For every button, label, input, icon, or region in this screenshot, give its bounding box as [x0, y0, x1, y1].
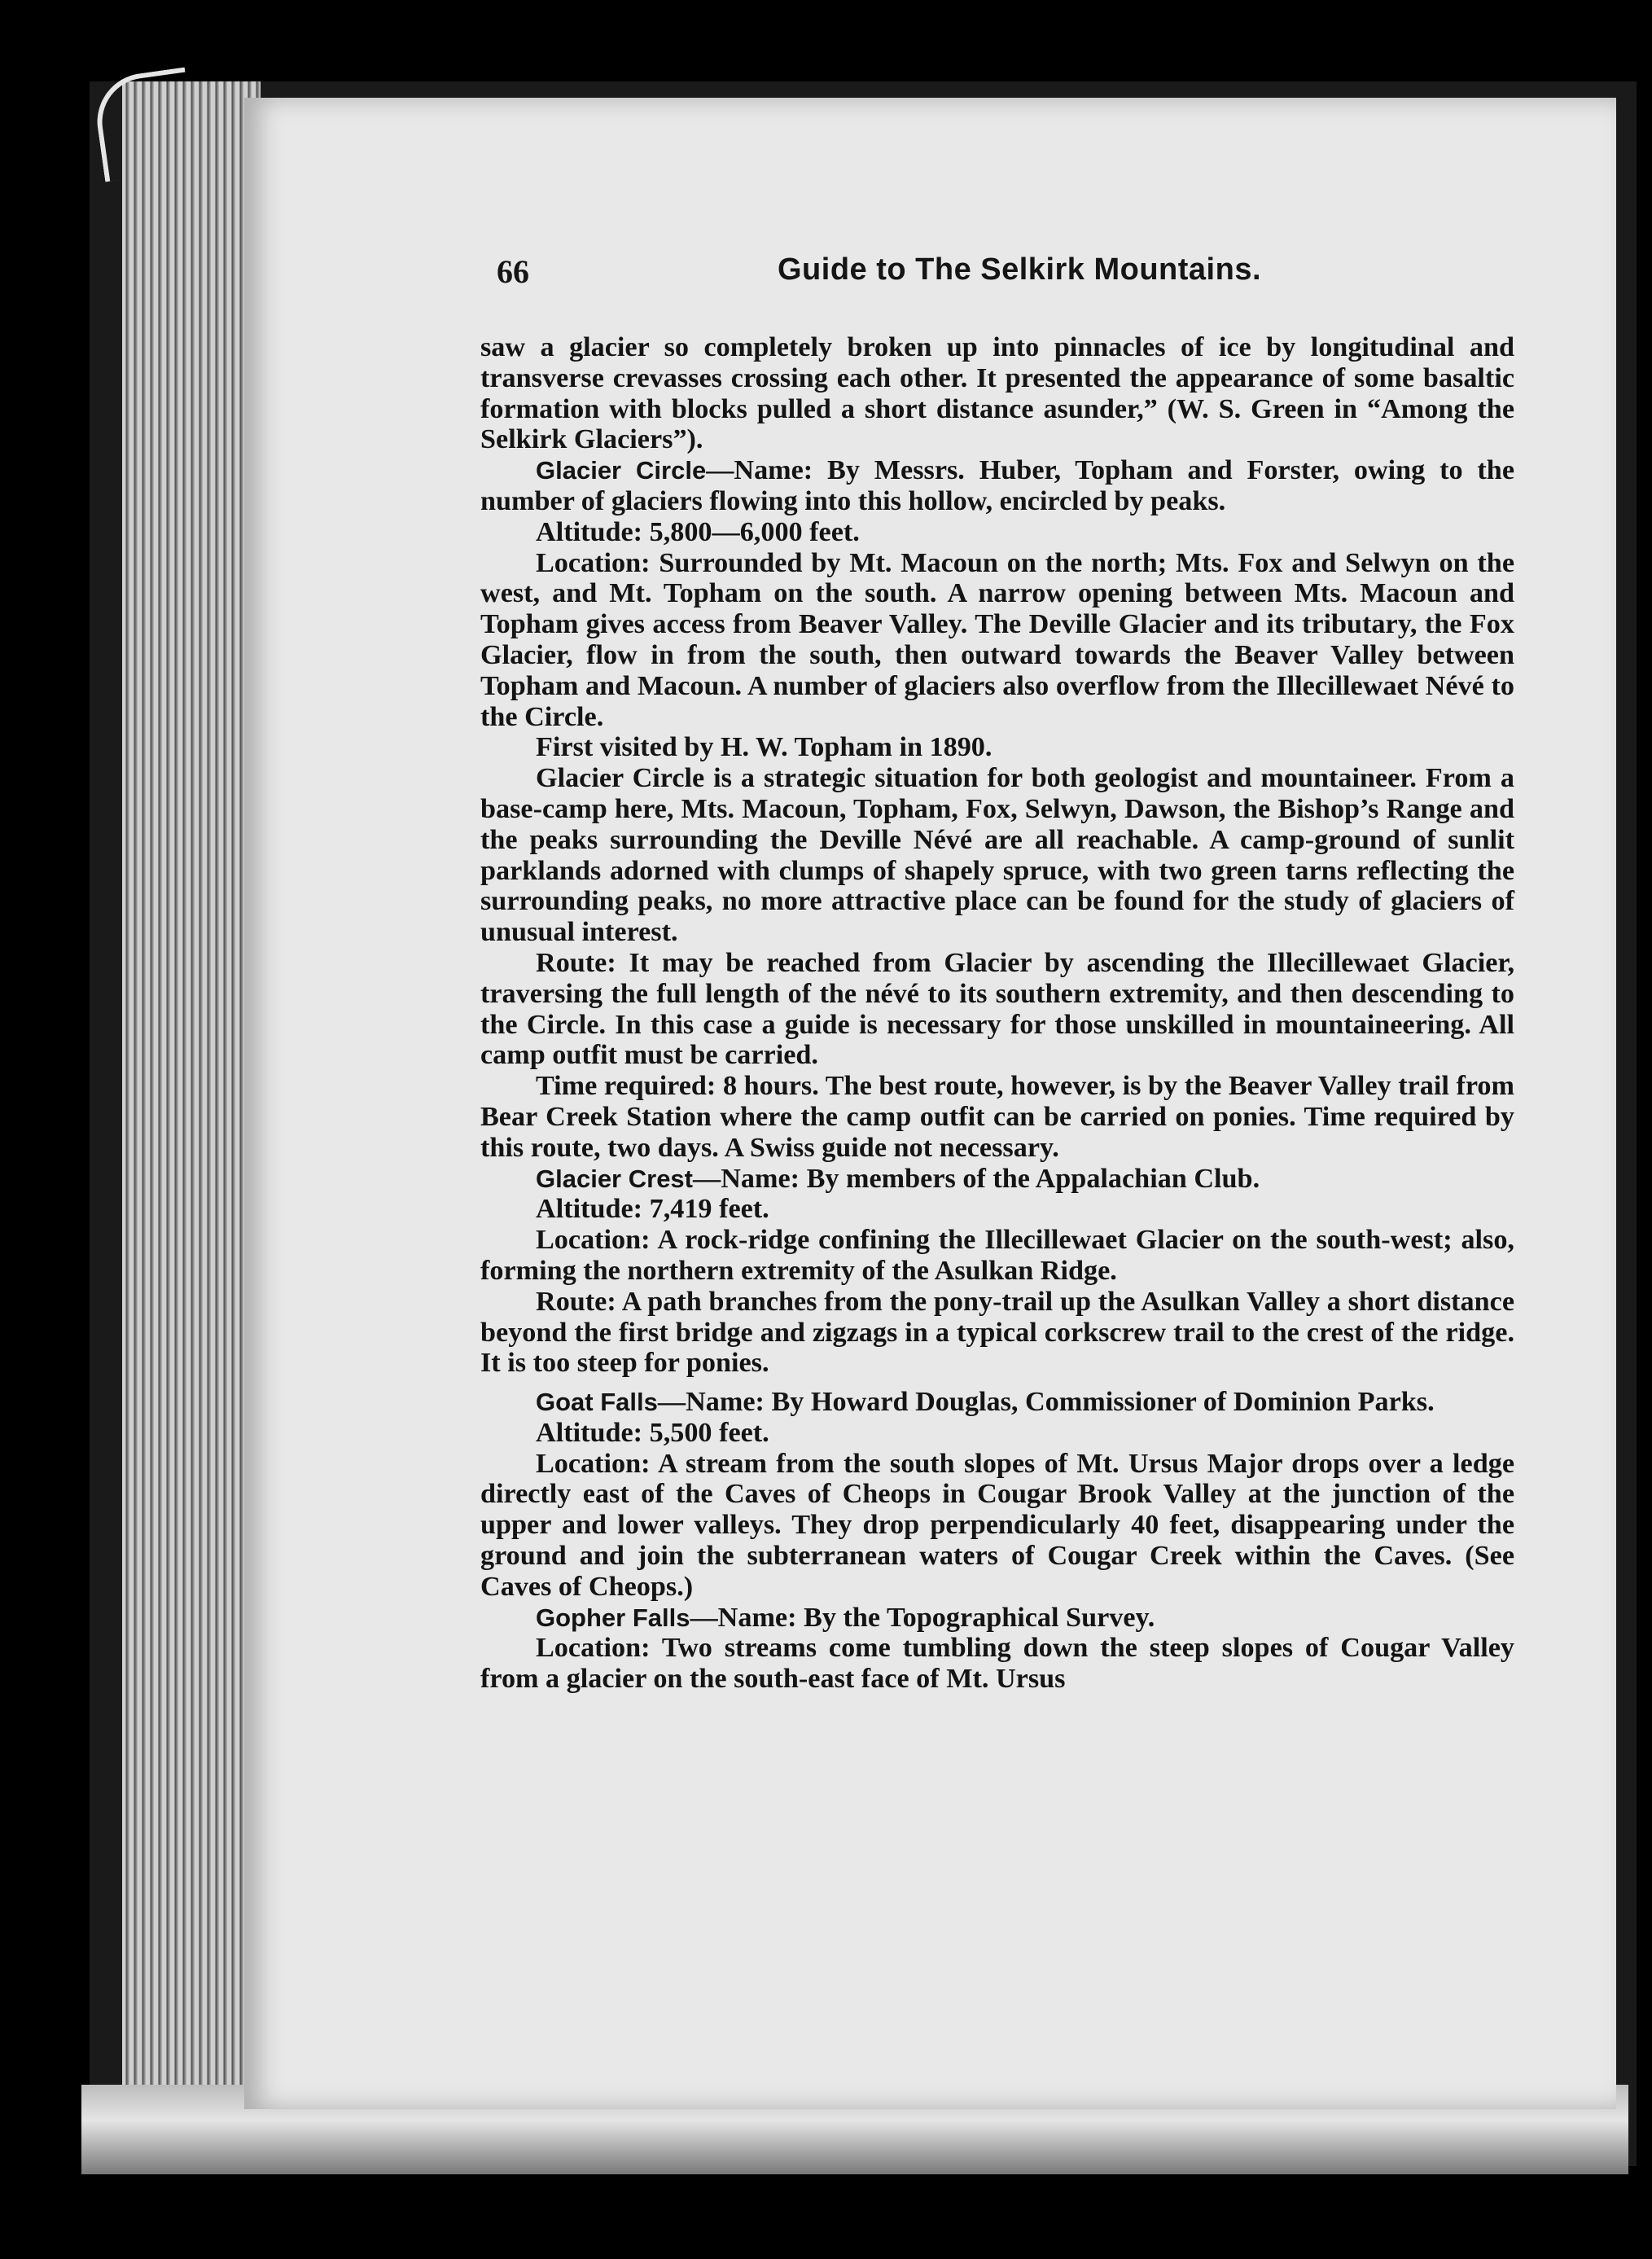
- field-label: —Name:: [706, 455, 813, 486]
- paragraph-text: By Messrs. Huber, Topham and Forster, owing to the number of glaciers flowing into this hollow, encircled by peaks.: [480, 455, 1514, 516]
- paragraph: [480, 1287, 1514, 1379]
- paragraph: [480, 517, 1514, 548]
- field-label: Altitude:: [536, 516, 643, 547]
- paragraph-text: Two streams come tumbling down the steep slopes of Cougar Valley from a glacier on the south-east face of Mt. Ursus: [480, 1633, 1514, 1695]
- paragraph: [480, 1071, 1514, 1163]
- paragraph-text: saw a glacier so completely broken up into pinnacles of ice by longitudinal and transverse crevasses crossing each other. It presented the appearance of some basaltic formation with blocks pulled a short distance asunder,” (W. S. Green in “Among the Selkirk Glaciers”).: [480, 332, 1514, 455]
- paragraph-text: First visited by H. W. Topham in 1890.: [536, 732, 993, 763]
- paragraph-text: A stream from the south slopes of Mt. Ursus Major drops over a ledge directly east of the Caves of Cheops in Cougar Brook Valley at the junction of the upper and lower valleys. They drop perpendicularly 40 feet, disappearing under the ground and join the subterranean waters of Cougar Creek within the Caves. (See Caves of Cheops.): [480, 1448, 1514, 1602]
- paragraph-text: 7,419 feet.: [649, 1194, 769, 1225]
- field-label: Location:: [536, 547, 651, 578]
- field-label: Location:: [536, 1448, 651, 1479]
- paragraph-text: 5,800—6,000 feet.: [649, 516, 860, 547]
- running-title: Guide to The Selkirk Mountains.: [778, 252, 1262, 287]
- paragraph: [480, 332, 1514, 455]
- paragraph-text: By Howard Douglas, Commissioner of Dominion Parks.: [771, 1387, 1435, 1418]
- field-label: Location:: [536, 1633, 651, 1664]
- field-label: —Name:: [657, 1387, 765, 1418]
- page-edges: [122, 81, 261, 2166]
- paragraph: [480, 1225, 1514, 1287]
- paragraph: [480, 1603, 1514, 1634]
- paragraph-text: A path branches from the pony-trail up the Asulkan Valley a short distance beyond the first bridge and zigzags in a typical corkscrew trail to the crest of the ridge. It is too steep for ponies.: [480, 1286, 1514, 1379]
- paragraph-text: By members of the Appalachian Club.: [806, 1163, 1260, 1194]
- paragraph: [480, 1387, 1514, 1418]
- paragraph-text: 8 hours. The best route, however, is by the Beaver Valley trail from Bear Creek Station where the camp outfit can be carried on ponies. Time required by this route, two days. A Swiss guide not necessary.: [480, 1071, 1514, 1163]
- paragraph: [480, 1164, 1514, 1195]
- paragraph-text: Surrounded by Mt. Macoun on the north; Mts. Fox and Selwyn on the west, and Mt. Topham on the south. A narrow opening between Mts. Macoun and Topham gives access from Beaver Valley. The Deville Glacier and its tributary, the Fox Glacier, flow in from the south, then outward towards the Beaver Valley between Topham and Macoun. A number of glaciers also overflow from the Illecillewaet Névé to the Circle.: [480, 547, 1514, 732]
- paragraph: [480, 1418, 1514, 1449]
- paragraph-text: A rock-ridge confining the Illecillewaet Glacier on the south-west; also, forming the northern extremity of the Asulkan Ridge.: [480, 1225, 1514, 1286]
- paragraph: [480, 1194, 1514, 1225]
- page-number: 66: [497, 253, 529, 290]
- field-label: Time required:: [536, 1071, 716, 1102]
- paragraph: [480, 548, 1514, 733]
- paragraph: [480, 763, 1514, 948]
- paragraph: [480, 1633, 1514, 1695]
- paragraph: [480, 732, 1514, 763]
- paragraph-text: 5,500 feet.: [649, 1417, 769, 1448]
- field-label: Altitude:: [536, 1194, 643, 1225]
- entry-heading: Glacier Crest: [536, 1164, 693, 1193]
- paragraph: [480, 455, 1514, 517]
- field-label: —Name:: [693, 1163, 800, 1194]
- field-label: Altitude:: [536, 1417, 643, 1448]
- paragraph: [480, 948, 1514, 1071]
- paragraph-text: It may be reached from Glacier by ascending the Illecillewaet Glacier, traversing the full length of the névé to its southern extremity, and then descending to the Circle. In this case a guide is necessary for those unskilled in mountaineering. All camp outfit must be carried.: [480, 947, 1514, 1071]
- field-label: —Name:: [690, 1602, 797, 1633]
- entry-heading: Goat Falls: [536, 1388, 658, 1417]
- running-head: [497, 252, 1490, 301]
- paragraph: [480, 1449, 1514, 1603]
- entry-heading: Glacier Circle: [536, 456, 707, 485]
- field-label: Route:: [536, 947, 616, 978]
- field-label: Route:: [536, 1286, 616, 1317]
- entry-heading: Gopher Falls: [536, 1603, 690, 1632]
- body-text: [480, 332, 1514, 1695]
- field-label: Location:: [536, 1225, 651, 1256]
- paragraph-text: By the Topographical Survey.: [804, 1602, 1155, 1633]
- paragraph-text: Glacier Circle is a strategic situation for both geologist and mountaineer. From a base-camp here, Mts. Macoun, Topham, Fox, Selwyn, Dawson, the Bishop’s Range and the peaks surrounding the Deville Névé are all reachable. A camp-ground of sunlit parklands adorned with clumps of shapely spruce, with two green tarns reflecting the surrounding peaks, no more attractive place can be found for the study of glaciers of unusual interest.: [480, 763, 1514, 948]
